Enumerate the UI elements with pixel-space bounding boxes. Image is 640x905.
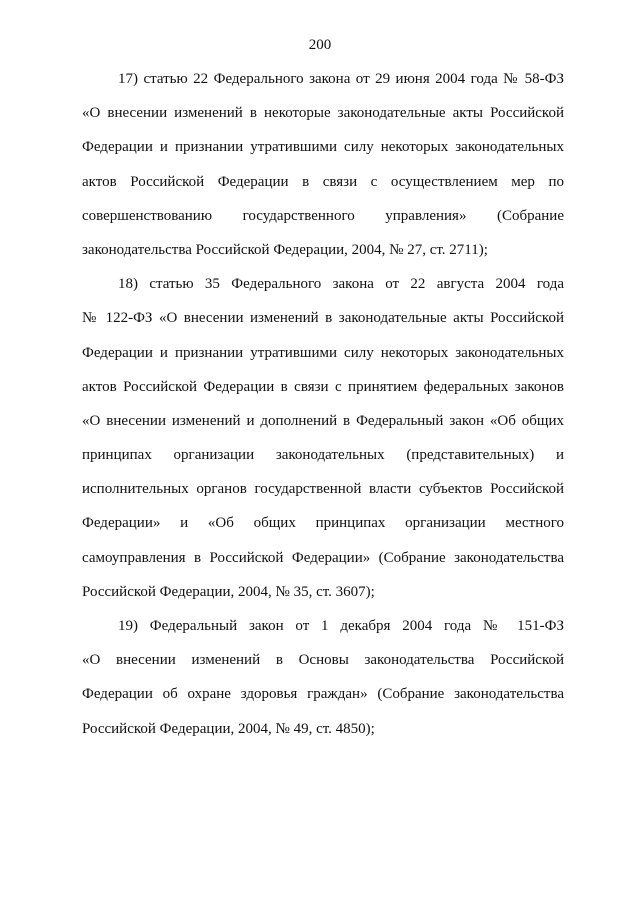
paragraph-line: 18) статью 35 Федерального закона от 22 августа 2004 года [118, 276, 564, 293]
paragraph-line: Федерации» и «Об общих принципах организации местного [82, 515, 564, 532]
paragraph-line: «О внесении изменений в некоторые законодательные акты Российской [82, 105, 564, 122]
paragraph-line: Российской Федерации, 2004, № 49, ст. 4850); [82, 720, 375, 737]
paragraph-line: «О внесении изменений и дополнений в Федеральный закон «Об общих [82, 412, 564, 429]
paragraph-line: исполнительных органов государственной власти субъектов Российской [82, 481, 564, 498]
paragraph-line: 19) Федеральный закон от 1 декабря 2004 года № 151-ФЗ [118, 618, 564, 634]
paragraph-line: Российской Федерации, 2004, № 35, ст. 3607); [82, 583, 375, 600]
page-number: 200 [308, 37, 332, 53]
paragraph-line: принципах организации законодательных (представительных) и [82, 447, 564, 464]
paragraph-item-19 [82, 609, 564, 746]
paragraph-line: 17) статью 22 Федерального закона от 29 июня 2004 года № 58-ФЗ [118, 71, 564, 87]
document-body [82, 62, 564, 746]
paragraph-line: актов Российской Федерации в связи с осуществлением мер по [82, 173, 564, 190]
paragraph-line: «О внесении изменений в Основы законодательства Российской [82, 652, 564, 669]
paragraph-line: законодательства Российской Федерации, 2004, № 27, ст. 2711); [82, 241, 488, 258]
paragraph-item-17 [82, 62, 564, 267]
paragraph-line: Федерации и признании утратившими силу некоторых законодательных [82, 344, 564, 361]
paragraph-line: самоуправления в Российской Федерации» (Собрание законодательства [82, 549, 564, 566]
paragraph-line: Федерации об охране здоровья граждан» (Собрание законодательства [82, 686, 564, 703]
paragraph-line: совершенствованию государственного управления» (Собрание [82, 207, 564, 224]
paragraph-line: Федерации и признании утратившими силу некоторых законодательных [82, 139, 564, 156]
paragraph-line: актов Российской Федерации в связи с принятием федеральных законов [82, 378, 564, 395]
paragraph-line: № 122-ФЗ «О внесении изменений в законодательные акты Российской [82, 310, 564, 327]
paragraph-item-18 [82, 267, 564, 609]
